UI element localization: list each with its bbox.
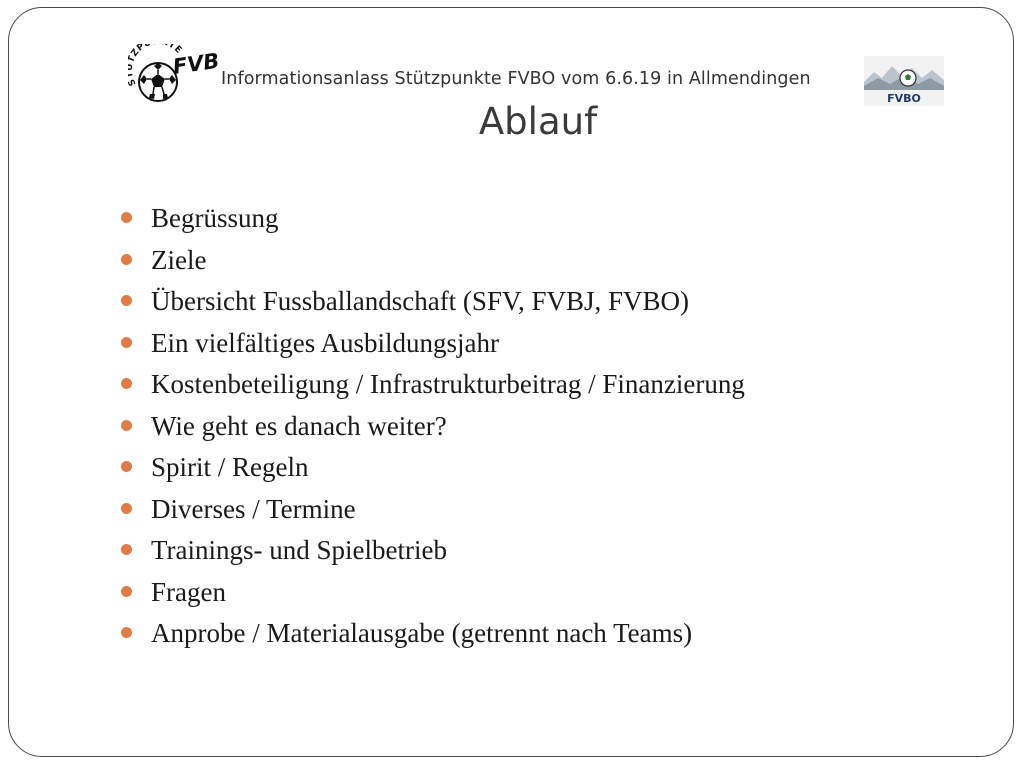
bullet-icon (121, 627, 132, 638)
list-item (121, 406, 745, 448)
bullet-icon (121, 420, 132, 431)
list-item (121, 530, 745, 572)
list-item (121, 198, 745, 240)
agenda-item-label: Ein vielfältiges Ausbildungsjahr (151, 327, 499, 358)
bullet-icon (121, 503, 132, 514)
agenda-item-label: Begrüssung (151, 203, 279, 233)
list-item (121, 572, 745, 614)
list-item (121, 613, 745, 655)
agenda-item-label: Trainings- und Spielbetrieb (151, 535, 447, 565)
bullet-icon (121, 254, 132, 265)
soccer-ball-mountains-icon (864, 56, 944, 106)
agenda-item-label: Ziele (151, 244, 207, 275)
list-item (121, 323, 745, 365)
agenda-item-label: Diverses / Termine (151, 493, 356, 524)
slide-header-text: Informationsanlass Stützpunkte FVBO vom 6.6.19 in Allmendingen (221, 69, 811, 89)
bullet-icon (121, 212, 132, 223)
fvbo-logo (864, 56, 944, 106)
agenda-item-label: Kostenbeteiligung / Infrastrukturbeitrag / Finanzierung (151, 369, 745, 399)
bullet-icon (121, 461, 132, 472)
agenda-item-label: Wie geht es danach weiter? (151, 410, 447, 441)
page-title: Ablauf (478, 100, 598, 143)
agenda-item-label: Übersicht Fussballandschaft (SFV, FVBJ, FVBO) (151, 286, 690, 316)
logo-right-text: FVBO (887, 92, 921, 105)
logo-left-brand-text: FVBO (171, 46, 220, 79)
bullet-icon (121, 586, 132, 597)
list-item (121, 364, 745, 406)
list-item (121, 281, 745, 323)
logo-left-arc-text: ZP TE (129, 44, 184, 59)
list-item (121, 240, 745, 282)
agenda-list (121, 198, 745, 655)
bullet-icon (121, 337, 132, 348)
bullet-icon (121, 378, 132, 389)
list-item (121, 489, 745, 531)
bullet-icon (121, 544, 132, 555)
list-item (121, 447, 745, 489)
bullet-icon (121, 295, 132, 306)
agenda-item-label: Fragen (151, 576, 226, 607)
agenda-item-label: Spirit / Regeln (151, 452, 309, 482)
agenda-item-label: Anprobe / Materialausgabe (getrennt nach Teams) (151, 618, 693, 648)
